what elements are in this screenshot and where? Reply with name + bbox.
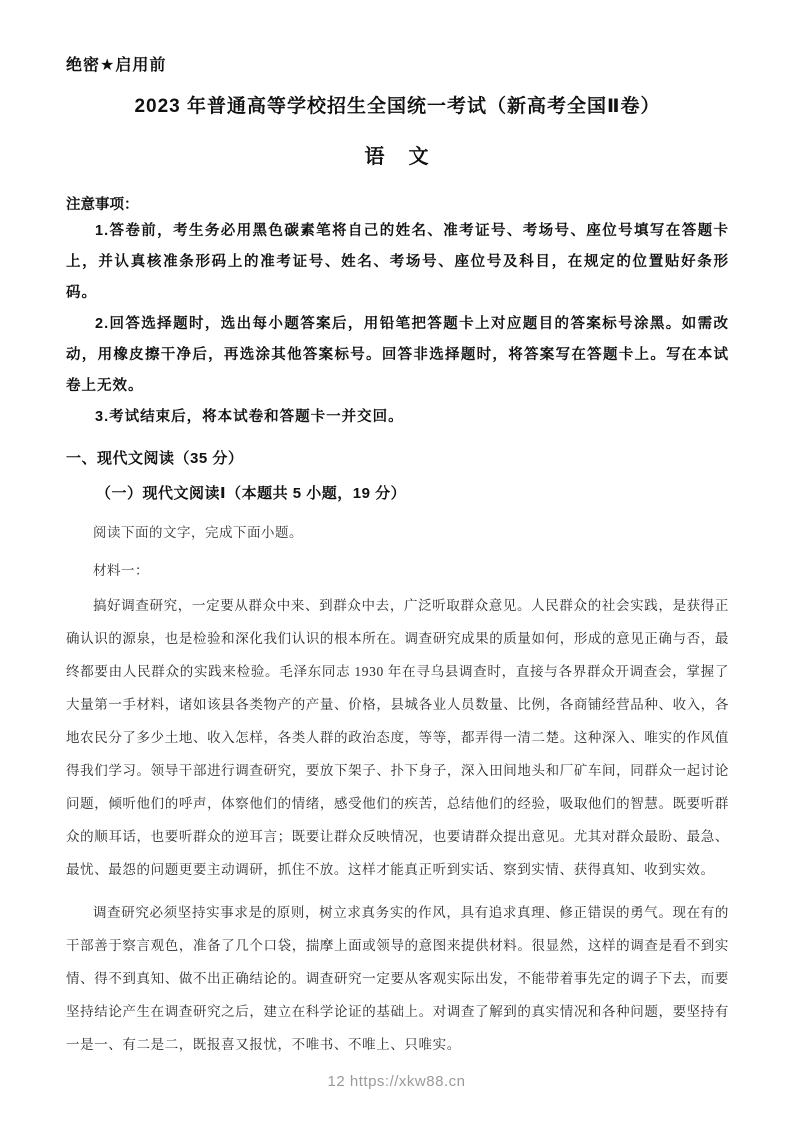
notice-item-1: 1.答卷前，考生务必用黑色碳素笔将自己的姓名、准考证号、考场号、座位号填写在答题卡上，并认真核准条形码上的准考证号、姓名、考场号、座位号及科目，在规定的位置贴好条形码。 xyxy=(66,223,729,301)
notice-heading: 注意事项： xyxy=(66,197,139,213)
material-paragraph-2: 调查研究必须坚持实事求是的原则，树立求真务实的作风，具有追求真理、修正错误的勇气。现在有的干部善于察言观色，准备了几个口袋，揣摩上面或领导的意图来提供材料。很显然，这样的调查是看不到实情、得不到真知、做不出正确结论的。调查研究一定要从客观实际出发，不能带着事先定的调子下去，而要坚持结论产生在调查研究之后，建立在科学论证的基础上。对调查了解到的真实情况和各种问题，要坚持有一是一、有二是二，既报喜又报忧，不唯书、不唯上、只唯实。 xyxy=(66,905,729,1052)
notice-item-2: 2.回答选择题时，选出每小题答案后，用铅笔把答题卡上对应题目的答案标号涂黑。如需改动，用橡皮擦干净后，再选涂其他答案标号。回答非选择题时，将答案写在答题卡上。写在本试卷上无效。 xyxy=(66,316,729,394)
page-footer-watermark: 12 https://xkw88.cn xyxy=(327,1073,466,1090)
reading-instruction: 阅读下面的文字，完成下面小题。 xyxy=(93,525,303,540)
classification-label: 绝密★启用前 xyxy=(66,57,167,74)
material-one-label: 材料一： xyxy=(93,563,149,578)
section-heading-modern-reading: 一、现代文阅读（35 分） xyxy=(66,450,244,467)
notice-item-3: 3.考试结束后，将本试卷和答题卡一并交回。 xyxy=(95,409,404,425)
subsection-heading-reading-1: （一）现代文阅读Ⅰ（本题共 5 小题，19 分） xyxy=(96,485,407,502)
subject-title: 语 文 xyxy=(364,146,431,168)
exam-title: 2023 年普通高等学校招生全国统一考试（新高考全国Ⅱ卷） xyxy=(134,96,661,117)
material-paragraph-1: 搞好调查研究，一定要从群众中来、到群众中去，广泛听取群众意见。人民群众的社会实践，是获得正确认识的源泉，也是检验和深化我们认识的根本所在。调查研究成果的质量如何，形成的意见正确与否，最终都要由人民群众的实践来检验。毛泽东同志 1930 年在寻乌县调查时，直接与各界群众开调查会，掌握了大量第一手材料，诸如该县各类物产的产量、价格，县城各业人员数量、比例，各商铺经营品种、收入，各地农民分了多少土地、收入怎样，各类人群的政治态度，等等，都弄得一清二楚。这种深入、唯实的作风值得我们学习。领导干部进行调查研究，要放下架子、扑下身子，深入田间地头和厂矿车间，同群众一起讨论问题，倾听他们的呼声，体察他们的情绪，感受他们的疾苦，总结他们的经验，吸取他们的智慧。既要听群众的顺耳话，也要听群众的逆耳言；既要让群众反映情况，也要请群众提出意见。尤其对群众最盼、最急、最忧、最怨的问题更要主动调研，抓住不放。这样才能真正听到实话、察到实情、获得真知、收到实效。 xyxy=(66,598,729,877)
